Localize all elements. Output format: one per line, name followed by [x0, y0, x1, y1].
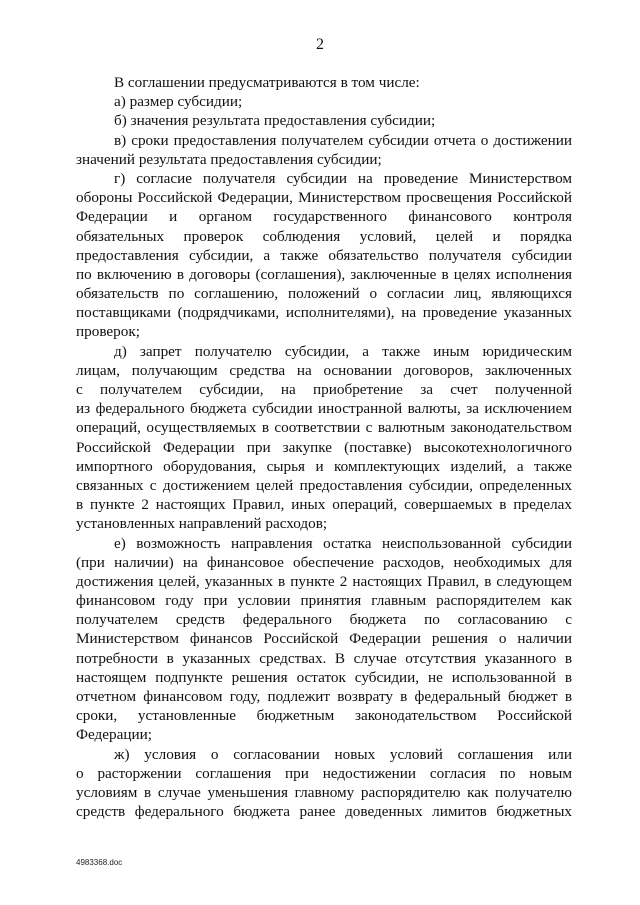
text-line: а) размер субсидии;: [114, 93, 243, 111]
text-line: лицам, получающим средства на основании договоров, заключенных: [76, 361, 572, 379]
text-line: потребности в указанных средствах. В случае отсутствия указанного в: [76, 649, 572, 667]
text-line: г) согласие получателя субсидии на проведение Министерством: [114, 169, 572, 187]
text-line: Российской Федерации при закупке (поставке) высокотехнологичного: [76, 438, 572, 456]
text-line: получателем средств федерального бюджета по согласованию с: [76, 611, 572, 629]
text-line: В соглашении предусматриваются в том числе:: [114, 74, 420, 91]
text-line: д) запрет получателю субсидии, а также иным юридическим: [114, 342, 572, 360]
text-line: значений результата предоставления субсидии;: [76, 150, 382, 168]
text-line: с получателем субсидии, на приобретение за счет полученной: [76, 381, 572, 398]
text-line: отчетном финансовом году, подлежит возврату в федеральный бюджет в: [76, 688, 572, 705]
text-line: (при наличии) на финансовое обеспечение расходов, необходимых для: [76, 553, 572, 571]
text-line: проверок;: [76, 323, 140, 341]
text-line: е) возможность направления остатка неиспользованной субсидии: [114, 534, 572, 552]
text-line: связанных с достижением целей предоставления субсидии, определенных: [76, 476, 572, 494]
text-line: операций, осуществляемых в соответствии с валютным законодательством: [76, 419, 572, 437]
text-line: ж) условия о согласовании новых условий соглашения или: [114, 745, 572, 763]
text-line: в) сроки предоставления получателем субсидии отчета о достижении: [114, 131, 572, 149]
text-line: по включению в договоры (соглашения), заключенные в целях исполнения: [76, 265, 572, 283]
text-line: средств федерального бюджета ранее доведенных лимитов бюджетных: [76, 803, 572, 821]
text-line: настоящем подпункте решения остаток субсидии, не использованной в: [76, 668, 572, 686]
text-line: предоставления субсидии, а также обязательство получателя субсидии: [76, 246, 572, 264]
text-line: обязательств по соглашению, положений о согласии лиц, являющихся: [76, 285, 572, 303]
text-line: в пункте 2 настоящих Правил, иных операций, совершаемых в пределах: [76, 496, 572, 514]
page-number: 2: [316, 36, 324, 53]
text-line: условиям в случае уменьшения главному распорядителю как получателю: [76, 783, 572, 801]
text-line: поставщиками (подрядчиками, исполнителями), на проведение указанных: [76, 304, 572, 322]
text-line: обязательных проверок соблюдения условий, целей и порядка: [76, 227, 572, 245]
text-line: обороны Российской Федерации, Министерством просвещения Российской: [76, 189, 572, 207]
document-body: [76, 73, 572, 821]
text-line: из федерального бюджета субсидии иностранной валюты, за исключением: [76, 400, 572, 418]
file-name-footer: 4983368.doc: [76, 858, 123, 867]
text-line: б) значения результата предоставления субсидии;: [114, 112, 436, 130]
text-line: Федерации;: [76, 726, 152, 744]
text-line: Министерством финансов Российской Федерации решения о наличии: [76, 630, 572, 648]
text-line: достижения целей, указанных в пункте 2 настоящих Правил, в следующем: [76, 572, 572, 590]
text-line: финансовом году при условии принятия главным распорядителем как: [76, 592, 572, 610]
text-line: импортного оборудования, сырья и комплектующих изделий, а также: [76, 457, 572, 475]
text-line: установленных направлений расходов;: [76, 515, 328, 533]
text-line: о расторжении соглашения при недостижении согласия по новым: [76, 764, 572, 782]
text-line: сроки, установленные бюджетным законодательством Российской: [76, 707, 572, 725]
text-line: Федерации и органом государственного финансового контроля: [76, 208, 572, 226]
